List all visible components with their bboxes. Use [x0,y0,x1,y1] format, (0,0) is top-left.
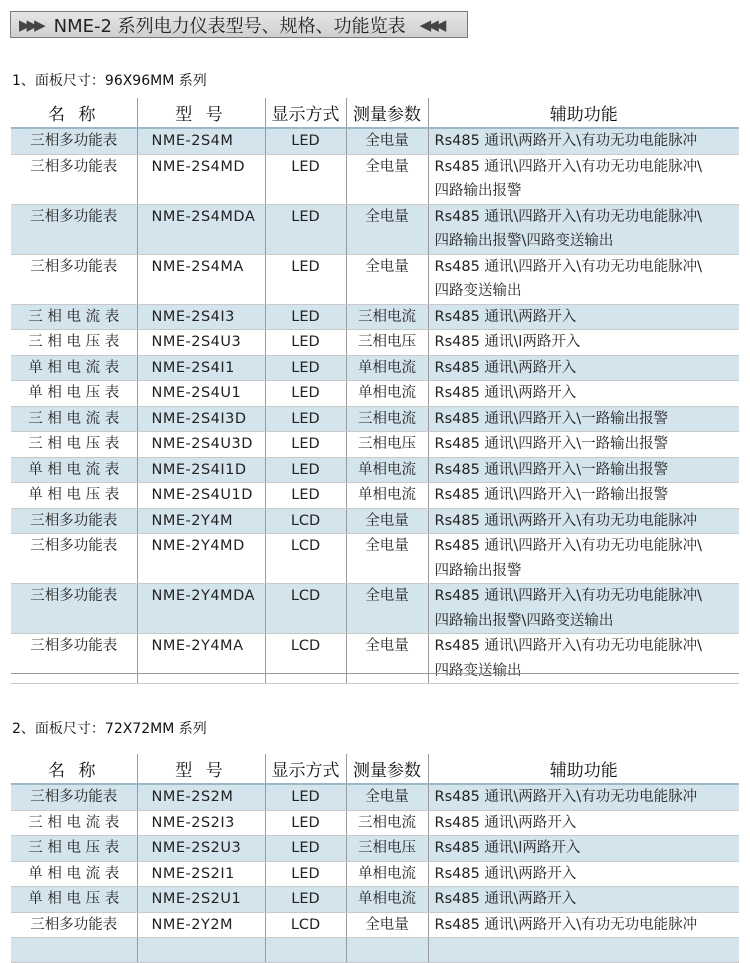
measure-cell-text: 单相电流 [358,359,416,376]
function-cell-text: Rs485 通讯\两路开入\有功无功电能脉冲 [434,789,698,805]
model-cell [137,584,265,634]
name-cell-text: 三相多功能表 [30,638,118,654]
display-cell [265,784,346,810]
function-cell-text: Rs485 通讯\四路开入\一路输出报警 [434,487,669,503]
measure-cell [346,836,428,862]
function-cell-text: Rs485 通讯\四路开入\有功无功电能脉冲\ [434,158,703,175]
table-row [11,406,739,432]
measure-cell-text: 单相电流 [358,865,416,882]
table-row [11,254,739,304]
measure-cell-text: 全电量 [365,916,409,933]
name-cell [11,938,137,963]
col-header-function: 辅助功能 [428,754,739,785]
function-cell-text: Rs485 通讯\四路开入\一路输出报警 [434,410,669,427]
measure-cell [346,912,428,938]
model-cell [137,938,265,963]
name-cell [11,457,137,483]
display-cell-text: LED [291,410,320,427]
model-cell-text: NME-2Y4MD [151,538,245,554]
display-cell [265,938,346,963]
function-cell [428,584,739,634]
function-cell [428,634,739,684]
col-header-display: 显示方式 [265,754,346,785]
table-row [11,483,739,509]
measure-cell [346,938,428,963]
name-cell [11,861,137,887]
display-cell-text: LED [291,840,320,856]
function-cell [428,836,739,862]
title-banner [10,11,468,38]
table-row [11,861,739,887]
display-cell [265,254,346,304]
name-cell [11,204,137,254]
col-header-display: 显示方式 [265,98,346,129]
model-cell [137,810,265,836]
name-cell [11,330,137,356]
model-cell-text: NME-2S4U1D [151,487,253,503]
name-cell-text: 单 相 电 压 表 [28,891,120,907]
model-cell [137,508,265,534]
model-cell-text: NME-2S2M [151,789,234,805]
measure-cell-text: 全电量 [365,208,409,225]
section-1-label: 1、面板尺寸：96X96MM 系列 [12,73,207,89]
model-cell-text: NME-2S4MA [151,258,244,275]
display-cell-text: LED [291,865,320,882]
display-cell [265,154,346,204]
col-header-function: 辅助功能 [428,98,739,129]
name-cell-text: 单 相 电 压 表 [28,385,120,401]
table-row [11,508,739,534]
display-cell-text: LED [291,891,320,907]
display-cell [265,584,346,634]
name-cell [11,887,137,913]
model-cell [137,254,265,304]
function-cell-text: Rs485 通讯\四路开入\一路输出报警 [434,436,669,452]
table-row [11,128,739,154]
function-cell-text: Rs485 通讯\两路开入 [434,385,577,401]
display-cell-text: LED [291,334,320,350]
name-cell [11,154,137,204]
section-2-label: 2、面板尺寸：72X72MM 系列 [12,721,207,737]
name-cell-text: 单 相 电 流 表 [28,865,120,882]
measure-cell [346,887,428,913]
display-cell-text: LCD [290,512,321,529]
model-cell [137,432,265,458]
function-cell [428,254,739,304]
name-cell-text: 单 相 电 流 表 [28,461,120,478]
model-cell-text: NME-2S4U1 [151,385,242,401]
display-cell [265,432,346,458]
model-cell-text: NME-2Y4MA [151,638,244,654]
model-cell [137,204,265,254]
function-cell [428,861,739,887]
name-cell [11,355,137,381]
model-cell [137,887,265,913]
measure-cell [346,406,428,432]
model-cell [137,912,265,938]
model-cell [137,154,265,204]
function-cell [428,330,739,356]
display-cell [265,861,346,887]
measure-cell-text: 单相电流 [358,385,416,401]
measure-cell [346,457,428,483]
function-cell-text: Rs485 通讯\四路开入\一路输出报警 [434,461,669,478]
display-cell-text: LCD [290,538,321,554]
display-cell [265,381,346,407]
model-cell [137,128,265,154]
measure-cell [346,483,428,509]
name-cell [11,304,137,330]
page-title: NME-2 系列电力仪表型号、规格、功能览表 [53,15,406,37]
measure-cell-text: 三相电压 [358,436,416,452]
measure-cell-text: 全电量 [365,158,409,175]
model-cell-text: NME-2S2I3 [151,814,235,831]
measure-cell [346,330,428,356]
measure-cell-text: 全电量 [365,789,409,805]
model-cell-text: NME-2S4MD [151,158,246,175]
measure-cell [346,128,428,154]
model-cell [137,406,265,432]
model-cell-text: NME-2Y4M [151,512,234,529]
model-cell-text: NME-2S2I1 [151,865,235,882]
function-cell [428,483,739,509]
function-cell [428,381,739,407]
display-cell [265,508,346,534]
display-cell [265,355,346,381]
function-cell-text: Rs485 通讯\四路开入\有功无功电能脉冲\ [434,258,703,275]
display-cell-text: LED [291,208,320,225]
display-cell-text: LED [291,461,320,478]
model-cell-text: NME-2S4U3 [151,334,242,350]
function-cell-text: Rs485 通讯\四路开入\有功无功电能脉冲\ [434,638,703,654]
model-cell [137,381,265,407]
display-cell [265,634,346,684]
table-row [11,457,739,483]
table-row [11,381,739,407]
measure-cell [346,304,428,330]
name-cell-text: 三相多功能表 [30,789,118,805]
name-cell-text: 三 相 电 流 表 [28,814,120,831]
display-cell [265,836,346,862]
model-cell-text: NME-2S2U1 [151,891,242,907]
table-row [11,304,739,330]
display-cell [265,204,346,254]
function-cell [428,912,739,938]
name-cell [11,912,137,938]
model-cell [137,634,265,684]
table-row [11,938,739,963]
model-cell [137,836,265,862]
name-cell-text: 单 相 电 流 表 [28,359,120,376]
name-cell-text: 三 相 电 流 表 [28,308,120,325]
measure-cell-text: 单相电流 [358,891,416,907]
display-cell-text: LCD [290,916,321,933]
name-cell-text: 三相多功能表 [30,133,118,149]
function-cell [428,204,739,254]
display-cell [265,457,346,483]
measure-cell-text: 全电量 [365,133,409,149]
measure-cell [346,534,428,584]
function-cell-text: Rs485 通讯\l两路开入 [434,334,581,350]
display-cell [265,912,346,938]
display-cell [265,330,346,356]
display-cell-text: LED [291,359,320,376]
measure-cell [346,204,428,254]
display-cell-text: LED [291,308,320,325]
measure-cell-text: 全电量 [365,512,409,529]
model-cell [137,534,265,584]
display-cell-text: LED [291,487,320,503]
function-cell-text: Rs485 通讯\两路开入 [434,308,577,325]
measure-cell-text: 全电量 [365,588,409,604]
measure-cell [346,254,428,304]
col-header-name: 名 称 [11,754,137,785]
function-cell-text-line2: 四路变送输出 [434,662,522,679]
function-cell-text-line2: 四路输出报警 [434,562,522,579]
name-cell-text: 三相多功能表 [30,208,118,225]
function-cell-text-line2: 四路输出报警\四路变送输出 [434,233,614,249]
spec-table-96 [11,97,739,684]
name-cell-text: 三 相 电 流 表 [28,410,120,427]
name-cell-text: 三相多功能表 [30,538,118,554]
name-cell [11,254,137,304]
measure-cell-text: 三相电流 [358,814,416,831]
function-cell-text: Rs485 通讯\四路开入\有功无功电能脉冲\ [434,208,703,225]
display-cell-text: LED [291,158,320,175]
name-cell [11,584,137,634]
table-row [11,154,739,204]
function-cell-text: Rs485 通讯\两路开入 [434,891,577,907]
function-cell-text: Rs485 通讯\两路开入\有功无功电能脉冲 [434,512,698,529]
display-cell-text: LCD [290,588,321,604]
table-row [11,432,739,458]
name-cell [11,534,137,584]
display-cell-text: LED [291,789,320,805]
display-cell-text: LED [291,385,320,401]
measure-cell [346,861,428,887]
measure-cell [346,154,428,204]
name-cell-text: 单 相 电 压 表 [28,487,120,503]
model-cell-text: NME-2S4I1 [151,359,235,376]
model-cell-text: NME-2S4MDA [151,208,256,225]
measure-cell-text: 三相电压 [358,334,416,350]
function-cell [428,154,739,204]
display-cell [265,304,346,330]
display-cell-text: LED [291,436,320,452]
model-cell-text: NME-2Y4MDA [151,588,255,604]
display-cell-text: LED [291,133,320,149]
name-cell-text: 三相多功能表 [30,588,118,604]
col-header-measure: 测量参数 [346,754,428,785]
name-cell [11,381,137,407]
model-cell [137,304,265,330]
function-cell [428,534,739,584]
right-arrows-icon: ▶▶▶ [19,15,42,34]
function-cell [428,887,739,913]
table-row [11,534,739,584]
display-cell-text: LED [291,258,320,275]
function-cell-text-line2: 四路变送输出 [434,283,522,299]
function-cell [428,128,739,154]
measure-cell [346,784,428,810]
table-row [11,634,739,684]
name-cell [11,784,137,810]
name-cell-text: 三相多功能表 [30,916,118,933]
display-cell [265,534,346,584]
model-cell [137,355,265,381]
name-cell [11,432,137,458]
table-row [11,584,739,634]
function-cell-text: Rs485 通讯\两路开入\有功无功电能脉冲 [434,916,698,933]
table-row [11,204,739,254]
table-row [11,784,739,810]
name-cell [11,508,137,534]
measure-cell [346,432,428,458]
table-row [11,355,739,381]
function-cell [428,432,739,458]
function-cell-text: Rs485 通讯\两路开入\有功无功电能脉冲 [434,133,698,149]
spec-table-72 [11,753,739,963]
display-cell [265,406,346,432]
name-cell [11,483,137,509]
table-row [11,912,739,938]
model-cell [137,784,265,810]
measure-cell [346,810,428,836]
name-cell-text: 三相多功能表 [30,258,118,275]
col-header-name: 名 称 [11,98,137,129]
model-cell-text: NME-2S4I3D [151,410,247,427]
table-row [11,810,739,836]
name-cell-text: 三 相 电 压 表 [28,840,120,856]
model-cell [137,457,265,483]
model-cell [137,861,265,887]
section-1-end-rule [11,673,739,674]
function-cell [428,406,739,432]
display-cell-text: LED [291,814,320,831]
measure-cell [346,381,428,407]
name-cell [11,406,137,432]
name-cell [11,810,137,836]
display-cell [265,128,346,154]
function-cell [428,457,739,483]
function-cell-text: Rs485 通讯\两路开入 [434,865,577,882]
function-cell-text: Rs485 通讯\两路开入 [434,359,577,376]
measure-cell-text: 三相电流 [358,308,416,325]
measure-cell-text: 全电量 [365,258,409,275]
function-cell-text-line2: 四路输出报警\四路变送输出 [434,612,614,629]
measure-cell [346,508,428,534]
name-cell-text: 三相多功能表 [30,158,118,175]
name-cell [11,836,137,862]
function-cell [428,938,739,963]
table-row [11,887,739,913]
model-cell-text: NME-2S4U3D [151,436,253,452]
function-cell [428,784,739,810]
function-cell [428,508,739,534]
col-header-model: 型 号 [137,98,265,129]
model-cell-text: NME-2S4I1D [151,461,247,478]
table-header-row [11,98,739,129]
name-cell-text: 三相多功能表 [30,512,118,529]
name-cell [11,128,137,154]
table-row [11,836,739,862]
model-cell-text: NME-2S2U3 [151,840,242,856]
function-cell-text: Rs485 通讯\四路开入\有功无功电能脉冲\ [434,588,703,604]
left-arrows-icon: ◀◀◀ [419,15,443,34]
function-cell-text: Rs485 通讯\l两路开入 [434,840,581,856]
measure-cell [346,584,428,634]
measure-cell-text: 单相电流 [358,461,416,478]
measure-cell-text: 全电量 [365,538,409,554]
function-cell-text: Rs485 通讯\四路开入\有功无功电能脉冲\ [434,538,703,554]
measure-cell [346,355,428,381]
display-cell [265,810,346,836]
measure-cell [346,634,428,684]
function-cell [428,304,739,330]
function-cell-text: Rs485 通讯\两路开入 [434,814,577,831]
display-cell [265,887,346,913]
model-cell-text: NME-2Y2M [151,916,234,933]
name-cell-text: 三 相 电 压 表 [28,436,120,452]
col-header-measure: 测量参数 [346,98,428,129]
table-row [11,330,739,356]
function-cell [428,810,739,836]
model-cell-text: NME-2S4M [151,133,234,149]
name-cell-text: 三 相 电 压 表 [28,334,120,350]
display-cell [265,483,346,509]
measure-cell-text: 全电量 [365,638,409,654]
measure-cell-text: 三相电流 [358,410,416,427]
measure-cell-text: 三相电压 [358,840,416,856]
display-cell-text: LCD [290,638,321,654]
model-cell-text: NME-2S4I3 [151,308,235,325]
name-cell [11,634,137,684]
model-cell [137,483,265,509]
model-cell [137,330,265,356]
measure-cell-text: 单相电流 [358,487,416,503]
col-header-model: 型 号 [137,754,265,785]
table-header-row [11,754,739,785]
function-cell [428,355,739,381]
function-cell-text-line2: 四路输出报警 [434,183,522,199]
